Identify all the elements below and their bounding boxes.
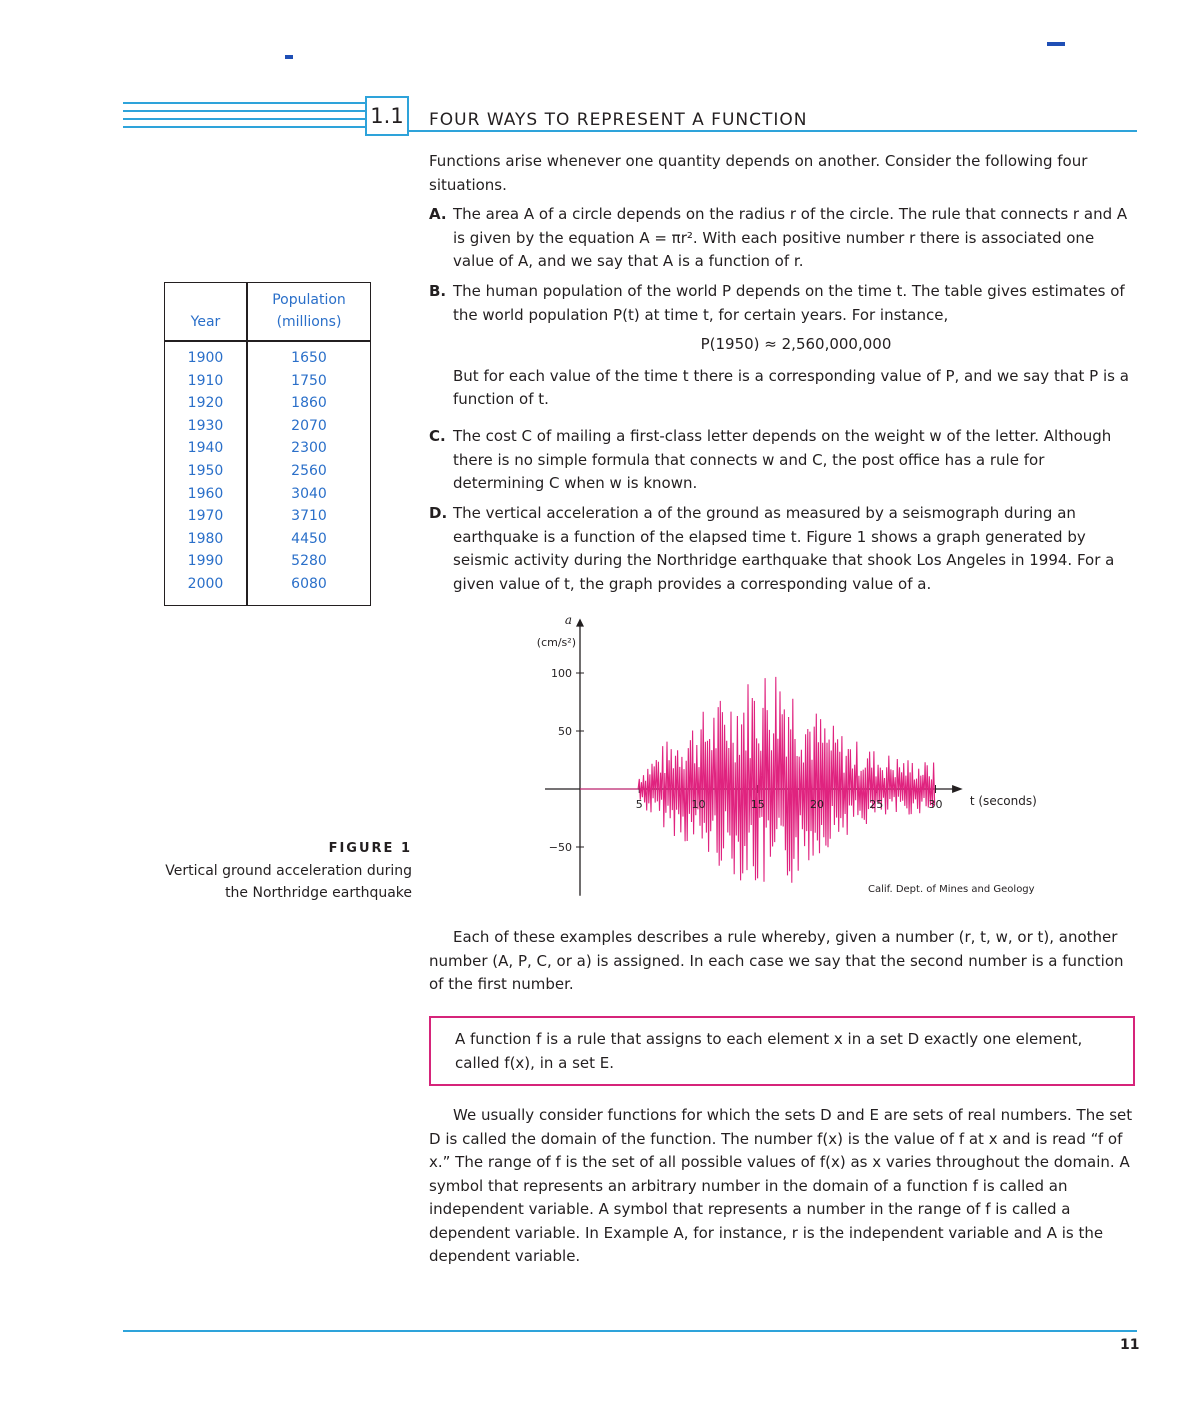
table-header-millions: (millions) — [276, 314, 342, 330]
table-cell-year: 2000 — [187, 575, 224, 592]
x-axis-label: t (seconds) — [969, 794, 1037, 808]
crop-mark-right — [1047, 42, 1065, 46]
population-table — [164, 282, 371, 606]
table-column-year — [165, 347, 246, 596]
table-cell-population: 1650 — [291, 350, 327, 366]
table-cell-year: 1910 — [187, 372, 224, 389]
header-rule-2 — [123, 110, 366, 112]
section-title: FOUR WAYS TO REPRESENT A FUNCTION — [429, 110, 808, 130]
example-c-text: The cost C of mailing a first-class letter depends on the weight w of the letter. Although there is no simple formula that connects w and C, the post office has a rule for determining C when w is known. — [453, 427, 1112, 492]
paragraph-domain-range — [429, 1104, 1139, 1269]
section-number: 1.1 — [365, 96, 409, 136]
table-cell-population: 5280 — [291, 553, 327, 570]
x-tick-label: 25 — [869, 798, 884, 811]
example-b — [429, 280, 1139, 412]
y-tick-label: 50 — [558, 725, 572, 738]
example-d — [429, 502, 1139, 596]
table-cell-population: 2070 — [291, 417, 327, 434]
table-cell-population: 2560 — [291, 462, 327, 479]
header-rule-1 — [123, 102, 366, 104]
table-cell-year: 1900 — [187, 350, 224, 366]
figure-caption-line-2: the Northridge earthquake — [225, 885, 412, 901]
figure-caption — [150, 838, 412, 904]
table-cell-population: 3710 — [291, 508, 327, 525]
table-column-population — [247, 347, 371, 596]
definition-box — [429, 1016, 1135, 1086]
header-rule-3 — [123, 118, 366, 120]
y-axis-unit: (cm/s²) — [536, 636, 576, 649]
acceleration-series-line — [580, 677, 935, 883]
definition-text: A function f is a rule that assigns to each element x in a set D exactly one element, called f(x), in a set E. — [455, 1030, 1083, 1072]
header-rule-4 — [123, 126, 366, 128]
header-rule-right — [409, 130, 1137, 132]
table-cell-population: 4450 — [291, 530, 327, 547]
table-cell-population: 1750 — [291, 372, 327, 389]
x-axis-arrow — [952, 785, 963, 793]
table-cell-population: 3040 — [291, 485, 327, 502]
example-b-letter: B. — [429, 282, 447, 300]
table-cell-year: 1940 — [187, 440, 224, 457]
figure-caption-line-1: Vertical ground acceleration during — [165, 863, 412, 879]
paragraph-domain-range-text: We usually consider functions for which the sets D and E are sets of real numbers. The set D is called the domain of the function. The number f(x) is the value of f at x and is read “f of x.” The range of f is the set of all possible values of f(x) as x varies throughout the domain. A symbol that represents an arbitrary number in the domain of a function f is called an independent variable. A symbol that represents a number in the range of f is called a dependent variable. In Example A, for instance, r is the independent variable and A is the dependent variable. — [429, 1106, 1133, 1265]
x-tick-label: 20 — [810, 798, 824, 811]
seismograph-chart — [520, 610, 1120, 905]
y-tick-label: −50 — [548, 841, 572, 854]
example-b-equation: P(1950) ≈ 2,560,000,000 — [700, 335, 892, 353]
example-c — [429, 425, 1139, 496]
footer-rule — [123, 1330, 1137, 1332]
x-tick-label: 10 — [691, 798, 706, 811]
table-header-year: Year — [190, 314, 221, 330]
figure-credit: Calif. Dept. of Mines and Geology — [868, 884, 1035, 895]
table-cell-year: 1930 — [187, 417, 224, 434]
y-axis-arrow — [576, 618, 584, 626]
table-cell-year: 1950 — [187, 462, 224, 479]
example-d-letter: D. — [429, 504, 448, 522]
y-axis-label: a — [564, 613, 572, 627]
page-number: 11 — [1120, 1337, 1140, 1353]
table-header-population: Population — [272, 292, 346, 308]
paragraph-examples — [429, 926, 1139, 997]
table-header-divider — [165, 340, 370, 342]
table-cell-year: 1980 — [187, 530, 224, 547]
intro-paragraph: Functions arise whenever one quantity depends on another. Consider the following four situations. — [429, 152, 1088, 194]
paragraph-examples-text: Each of these examples describes a rule whereby, given a number (r, t, w, or t), another number (A, P, C, or a) is assigned. In each case we say that the second number is a function of the first number. — [429, 928, 1124, 993]
example-a-text: The area A of a circle depends on the radius r of the circle. The rule that connects r and A is given by the equation A = πr². With each positive number r there is associated one value of A, and we say that A is a function of r. — [453, 205, 1128, 270]
example-b-text-2: But for each value of the time t there is a corresponding value of P, and we say that P is a function of t. — [453, 366, 1129, 408]
crop-mark-left — [285, 55, 293, 59]
x-tick-label: 5 — [635, 798, 643, 811]
example-b-text: The human population of the world P depends on the time t. The table gives estimates of the world population P(t) at time t, for certain years. For instance, — [453, 282, 1125, 324]
example-d-text: The vertical acceleration a of the ground as measured by a seismograph during an earthquake is a function of the elapsed time t. Figure 1 shows a graph generated by seismic activity during the Northridge earthquake that shook Los Angeles in 1994. For a given value of t, the graph provides a corresponding value of a. — [453, 504, 1115, 593]
table-cell-year: 1920 — [187, 395, 224, 412]
x-tick-label: 30 — [928, 798, 943, 811]
example-c-letter: C. — [429, 427, 446, 445]
table-cell-year: 1970 — [187, 508, 224, 525]
table-cell-population: 2300 — [291, 440, 327, 457]
table-cell-year: 1990 — [187, 553, 224, 570]
y-tick-label: 100 — [551, 667, 572, 680]
x-tick-label: 15 — [750, 798, 765, 811]
example-a — [429, 203, 1139, 274]
table-cell-population: 1860 — [291, 395, 327, 412]
table-cell-population: 6080 — [291, 575, 327, 592]
table-cell-year: 1960 — [187, 485, 224, 502]
figure-label: FIGURE 1 — [328, 841, 412, 856]
example-a-letter: A. — [429, 205, 447, 223]
